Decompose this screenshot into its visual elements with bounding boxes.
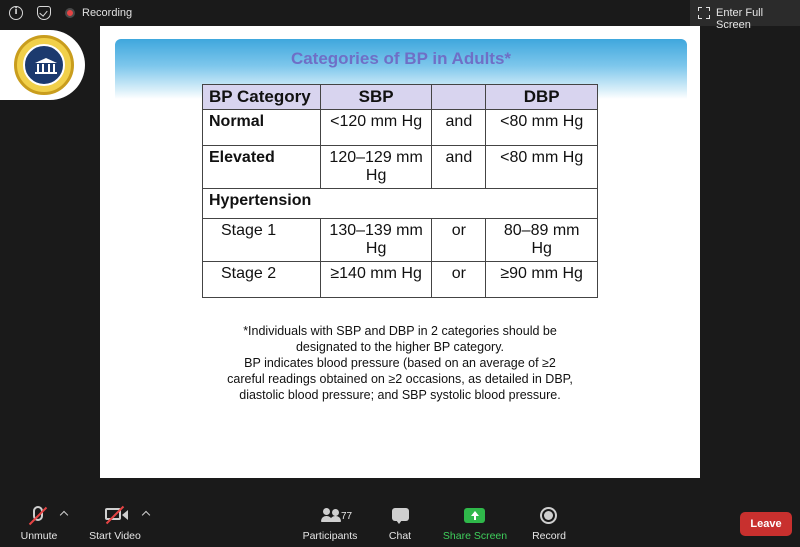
bp-category-table <box>202 84 598 298</box>
header-blank <box>432 85 486 110</box>
row-dbp: <80 mm Hg <box>486 146 598 189</box>
enter-full-screen-label: Enter Full Screen <box>716 7 764 31</box>
record-label: Record <box>532 530 566 542</box>
university-logo <box>0 30 85 100</box>
row-sbp: 130–139 mm Hg <box>320 219 432 262</box>
table-row <box>203 262 598 298</box>
row-dbp: ≥90 mm Hg <box>486 262 598 298</box>
participants-label: Participants <box>302 530 358 542</box>
recording-label: Recording <box>82 7 133 19</box>
row-sbp: <120 mm Hg <box>320 110 432 146</box>
meeting-top-bar <box>0 0 800 31</box>
slide-footnote: *Individuals with SBP and DBP in 2 categories should be designated to the higher BP category. BP indicates blood pressure (based on an average of ≥2 careful readings obtained on ≥2 occasions, as detailed in DBP, diastolic blood pressure; and SBP systolic blood pressure. <box>227 324 573 402</box>
table-row <box>203 219 598 262</box>
row-conjunction: and <box>432 110 486 146</box>
unmute-label: Unmute <box>20 530 58 542</box>
chat-icon-tail <box>396 520 402 524</box>
table-row <box>203 146 598 189</box>
share-arrow-stem <box>474 515 476 520</box>
table-section-row <box>203 189 598 219</box>
info-icon[interactable]: i <box>9 6 23 20</box>
shared-screen <box>100 26 700 478</box>
table-row <box>203 110 598 146</box>
leave-button[interactable]: Leave <box>740 512 792 536</box>
row-conjunction: or <box>432 262 486 298</box>
row-conjunction: and <box>432 146 486 189</box>
row-category: Stage 1 <box>203 219 321 262</box>
row-sbp: 120–129 mm Hg <box>320 146 432 189</box>
start-video-label: Start Video <box>89 530 141 542</box>
meeting-toolbar <box>0 478 800 547</box>
record-icon-dot <box>544 511 553 520</box>
row-category: Stage 2 <box>203 262 321 298</box>
row-category: Normal <box>203 110 321 146</box>
header-bp-category: BP Category <box>203 85 321 110</box>
row-dbp: 80–89 mm Hg <box>486 219 598 262</box>
header-sbp: SBP <box>320 85 432 110</box>
recording-indicator-icon <box>65 8 75 18</box>
row-dbp: <80 mm Hg <box>486 110 598 146</box>
participant-count: 77 <box>341 511 353 522</box>
fullscreen-icon <box>698 7 710 19</box>
table-header-row <box>203 85 598 110</box>
video-camera-lens-icon <box>122 510 128 520</box>
header-dbp: DBP <box>486 85 598 110</box>
slide-title: Categories of BP in Adults* <box>290 49 512 68</box>
row-conjunction: or <box>432 219 486 262</box>
row-sbp: ≥140 mm Hg <box>320 262 432 298</box>
enter-full-screen-button[interactable] <box>690 0 800 31</box>
section-hypertension: Hypertension <box>203 189 598 219</box>
row-category: Elevated <box>203 146 321 189</box>
chat-label: Chat <box>388 530 412 542</box>
participants-button[interactable] <box>298 478 362 547</box>
seal-icon <box>14 35 74 95</box>
security-shield-icon[interactable] <box>37 6 51 20</box>
share-screen-label: Share Screen <box>442 530 508 542</box>
